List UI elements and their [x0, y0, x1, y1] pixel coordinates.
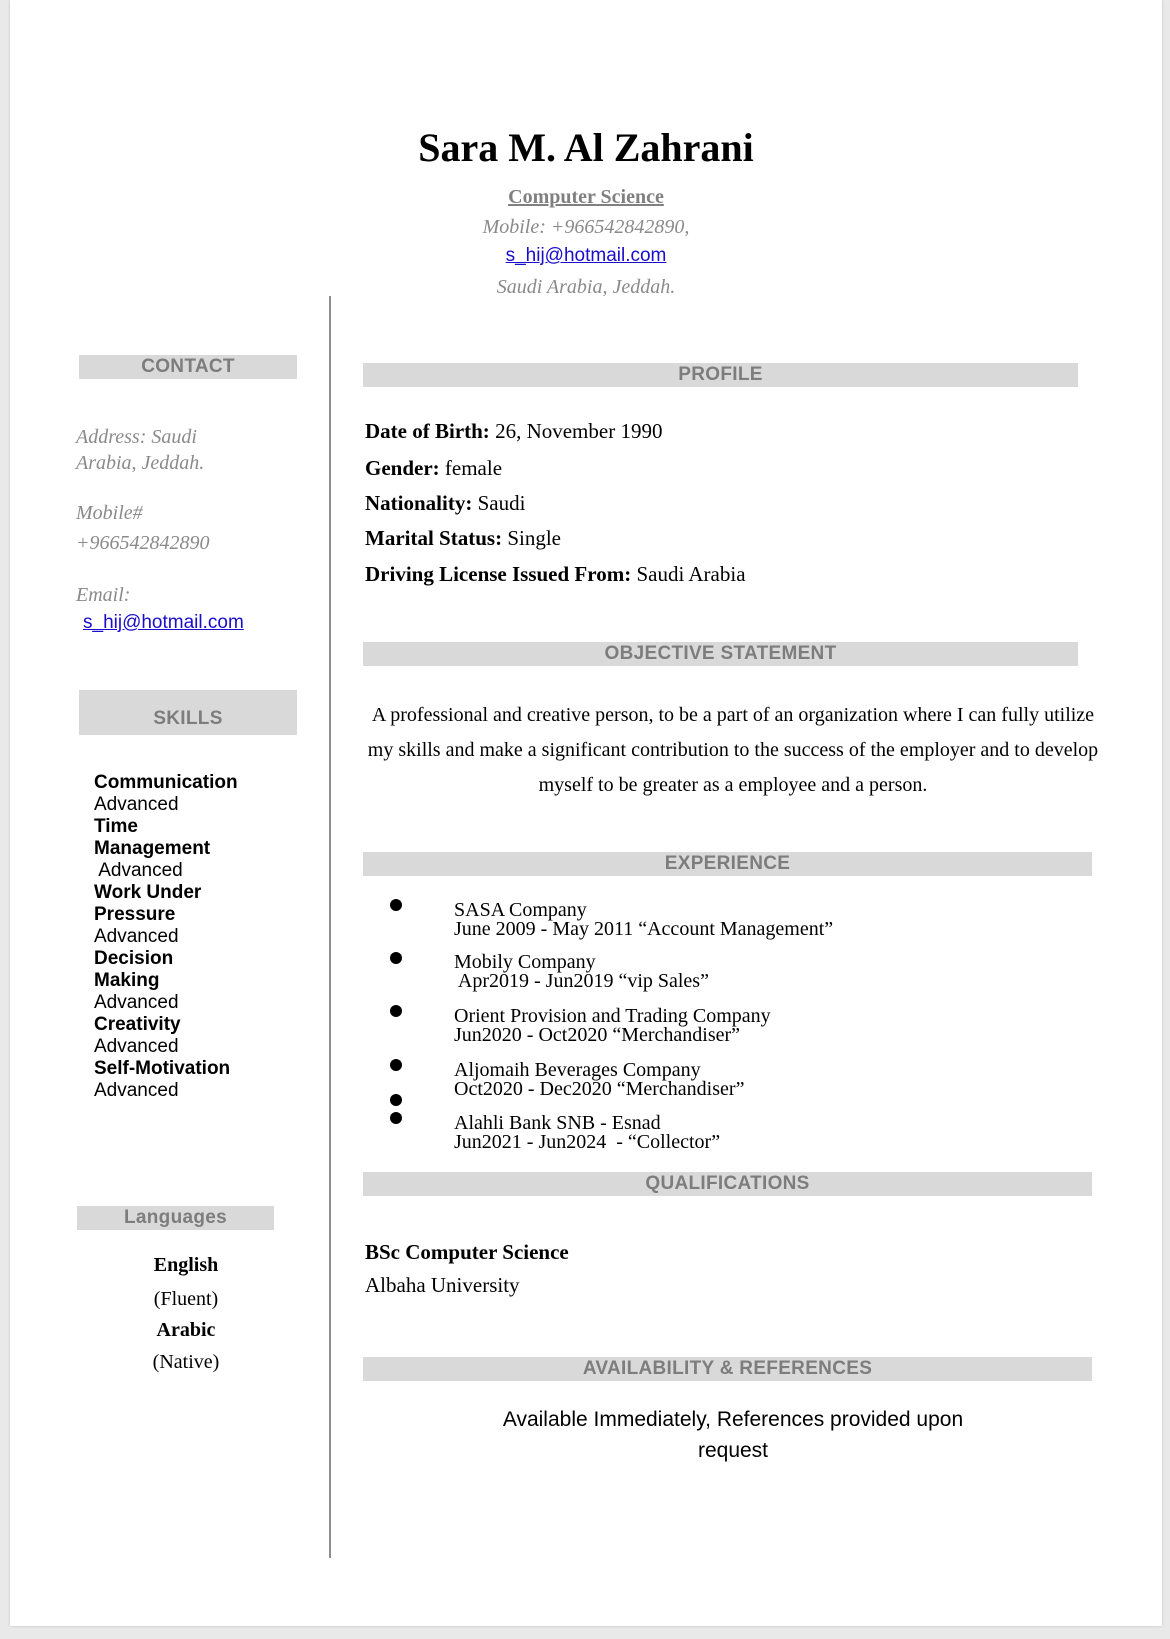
header-location: Saudi Arabia, Jeddah.	[496, 276, 676, 298]
profile-heading: PROFILE	[363, 363, 1078, 387]
contact-address-line1: Address: Saudi	[76, 426, 197, 448]
field-label: Driving License Issued From:	[365, 562, 632, 586]
language-name: Arabic	[156, 1319, 216, 1341]
qualification-degree: BSc Computer Science	[365, 1240, 569, 1264]
field-value: Single	[502, 526, 561, 550]
candidate-name: Sara M. Al Zahrani	[418, 125, 754, 170]
profile-driving-license	[365, 561, 746, 587]
field-value: Saudi Arabia	[631, 562, 746, 586]
experience-heading: EXPERIENCE	[363, 852, 1092, 876]
qualification-university: Albaha University	[365, 1273, 520, 1297]
objective-text: A professional and creative person, to be a part of an organization where I can fully utilize my skills and make a significant contribution to the success of the employer and to develop myself to be greater as a employee and a person.	[367, 704, 1099, 796]
availability-text	[365, 1404, 1101, 1466]
skill-name: Self-Motivation	[94, 1058, 231, 1079]
skill-item	[94, 772, 294, 816]
bullet-icon	[390, 952, 402, 964]
skill-level: Advanced	[94, 926, 179, 947]
field-label: Marital Status:	[365, 526, 503, 550]
experience-company: Alahli Bank SNB - Esnad	[454, 1112, 661, 1134]
field-value: 26, November 1990	[489, 419, 663, 443]
experience-detail: June 2009 - May 2011 “Account Management”	[454, 918, 834, 940]
skill-name: Communication	[94, 772, 238, 793]
skills-list	[94, 772, 294, 1102]
experience-company: Mobily Company	[454, 951, 596, 973]
field-of-study: Computer Science	[508, 186, 664, 208]
availability-heading: AVAILABILITY & REFERENCES	[363, 1357, 1092, 1381]
skill-item	[94, 1058, 294, 1102]
experience-item	[454, 901, 833, 939]
skill-item	[94, 948, 294, 1014]
skill-name: Making	[94, 970, 160, 991]
experience-item	[454, 1061, 744, 1099]
profile-gender	[365, 455, 502, 481]
experience-detail: Apr2019 - Jun2019 “vip Sales”	[454, 970, 709, 992]
experience-company: Aljomaih Beverages Company	[454, 1059, 701, 1081]
skill-name: Pressure	[94, 904, 176, 925]
bullet-icon	[390, 1112, 402, 1124]
field-value: Saudi	[472, 491, 526, 515]
skill-name: Work Under	[94, 882, 202, 903]
skill-level: Advanced	[94, 1036, 179, 1057]
language-name: English	[153, 1254, 219, 1276]
field-label: Gender:	[365, 456, 440, 480]
resume-page	[10, 0, 1162, 1626]
experience-detail: Jun2020 - Oct2020 “Merchandiser”	[454, 1024, 741, 1046]
profile-nationality	[365, 490, 525, 516]
contact-mobile-value: +966542842890	[76, 532, 210, 554]
profile-date-of-birth	[365, 418, 662, 444]
bullet-icon	[390, 1094, 402, 1106]
header-email-link[interactable]: s_hij@hotmail.com	[505, 245, 667, 266]
header-mobile: Mobile: +966542842890,	[482, 216, 690, 238]
skill-level: Advanced	[94, 860, 183, 881]
languages-heading: Languages	[77, 1206, 274, 1230]
skill-name: Management	[94, 838, 211, 859]
language-level: (Fluent)	[153, 1288, 219, 1310]
experience-company: Orient Provision and Trading Company	[454, 1005, 771, 1027]
bullet-icon	[390, 899, 402, 911]
experience-detail: Jun2021 - Jun2024 - “Collector”	[454, 1131, 721, 1153]
availability-line: Available Immediately, References provided upon	[502, 1408, 964, 1431]
contact-heading: CONTACT	[79, 355, 297, 379]
availability-line: request	[697, 1439, 769, 1462]
contact-address-line2: Arabia, Jeddah.	[76, 452, 205, 474]
skill-name: Time	[94, 816, 139, 837]
skill-level: Advanced	[94, 1080, 179, 1101]
skill-name: Creativity	[94, 1014, 181, 1035]
experience-item	[454, 953, 709, 991]
skills-heading: SKILLS	[79, 690, 297, 735]
field-label: Date of Birth:	[365, 419, 490, 443]
experience-company: SASA Company	[454, 899, 587, 921]
field-label: Nationality:	[365, 491, 473, 515]
skill-level: Advanced	[94, 992, 179, 1013]
skill-level: Advanced	[94, 794, 179, 815]
bullet-icon	[390, 1005, 402, 1017]
skill-name: Decision	[94, 948, 174, 969]
profile-marital-status	[365, 525, 561, 551]
qualifications-heading: QUALIFICATIONS	[363, 1172, 1092, 1196]
experience-item	[454, 1114, 720, 1152]
bullet-icon	[390, 1059, 402, 1071]
experience-detail: Oct2020 - Dec2020 “Merchandiser”	[454, 1078, 745, 1100]
skill-item	[94, 816, 294, 882]
contact-mobile-label: Mobile#	[76, 502, 143, 524]
objective-heading: OBJECTIVE STATEMENT	[363, 642, 1078, 666]
column-divider	[329, 296, 331, 1558]
field-value: female	[439, 456, 503, 480]
skill-item	[94, 882, 294, 948]
experience-item	[454, 1007, 771, 1045]
language-level: (Native)	[152, 1351, 220, 1373]
contact-email-link[interactable]: s_hij@hotmail.com	[83, 612, 244, 633]
contact-email-label: Email:	[76, 584, 131, 606]
skill-item	[94, 1014, 294, 1058]
